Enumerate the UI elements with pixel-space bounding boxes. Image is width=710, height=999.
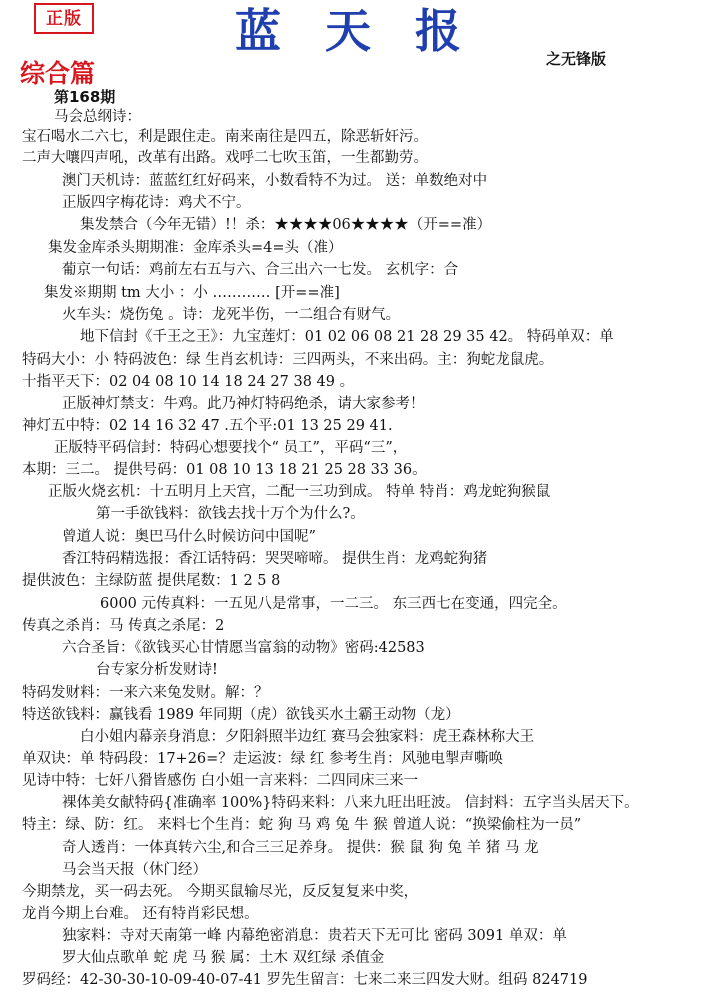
text-line: 马会当天报（休门经） (62, 862, 207, 878)
text-line: 提供波色：主绿防蓝 提供尾数：1 2 5 8 (22, 573, 281, 589)
text-line: 曾道人说：奥巴马什么时候访问中国呢” (62, 529, 316, 545)
edition-label: 之无锋版 (546, 50, 607, 68)
text-line: 本期：三二。 提供号码：01 08 10 13 18 21 25 28 33 36。 (22, 462, 427, 478)
text-line: 今期禁龙，买一码去死。 今期买鼠输尽光，反反复复来中奖， (22, 884, 419, 900)
text-line: 6000 元传真料：一五见八是常事，一二三。 东三西七在变通，四完全。 (100, 596, 567, 612)
section-heading: 综合篇 (20, 59, 96, 88)
text-line: 神灯五中特：02 14 16 32 47 .五个平:01 13 25 29 41. (22, 418, 393, 434)
text-line: 特主：绿、防：红。 来料七个生肖：蛇 狗 马 鸡 兔 牛 猴 曾道人说：“换梁偷柱为一员” (22, 817, 582, 833)
text-line: 传真之杀肖：马 传真之杀尾：2 (22, 618, 225, 634)
text-line: 见诗中特：七奸八猾皆感伤 白小姐一言来料：二四同床三来一 (22, 773, 419, 789)
text-line: 澳门天机诗：蓝蓝红红好码来，小数看特不为过。 送：单数绝对中 (62, 173, 488, 189)
text-line: 葡京一句话：鸡前左右五与六、合三出六一七发。 玄机字：合 (62, 262, 459, 278)
text-line: 宝石喝水二六七，利是跟住走。南来南往是四五，除恶斩奸污。 (22, 129, 428, 145)
text-line: 集发金库杀头期期准：金库杀头=4=头（准） (48, 240, 343, 256)
text-line: 奇人透肖：一体真转六尘,和合三三足养身。 提供：猴 鼠 狗 兔 羊 猪 马 龙 (62, 840, 539, 856)
text-line: 台专家分析发财诗! (96, 662, 218, 678)
text-line: 集发禁合（今年无错）!！杀：★★★★06★★★★（开==准） (80, 217, 492, 233)
text-line: 十指平天下：02 04 08 10 14 18 24 27 38 49 。 (22, 374, 355, 390)
text-line: 第一手欲钱料：欲钱去找十万个为什么?。 (96, 506, 365, 522)
text-line: 特码发财料：一来六来兔发财。解：？ (22, 685, 269, 701)
text-line: 二声大嚷四声吼，改革有出路。戏呼二七吹玉笛，一生都勤劳。 (22, 150, 428, 166)
text-line: 地下信封《千王之王》：九宝莲灯：01 02 06 08 21 28 29 35 42。 特码单双：单 (80, 329, 614, 345)
issue-number: 第168期 (54, 88, 116, 106)
text-line: 罗码经：42-30-30-10-09-40-07-41 罗先生留言：七来二来三四发大财。组码 824719 (22, 972, 588, 988)
text-line: 正版神灯禁支：牛鸡。此乃神灯特码绝杀，请大家参考！ (62, 396, 425, 412)
edition-stamp: 正版 (34, 3, 94, 34)
text-line: 正版四字梅花诗：鸡犬不宁。 (62, 195, 251, 211)
text-line: 马会总纲诗： (54, 109, 141, 125)
text-line: 龙肖今期上台难。 还有特肖彩民想。 (22, 906, 259, 922)
text-line: 裸体美女献特码{准确率 100%}特码来料：八来九旺出旺波。 信封料：五字当头居天下。 (62, 795, 639, 811)
text-line: 香江特码精选报：香江话特码：哭哭啼啼。 提供生肖：龙鸡蛇狗猪 (62, 551, 488, 567)
text-line: 特码大小：小 特码波色：绿 生肖玄机诗：三四两头，不来出码。主：狗蛇龙鼠虎。 (22, 352, 554, 368)
text-line: 独家料：寺对天南第一峰 内幕绝密消息：贵若天下无可比 密码 3091 单双：单 (62, 928, 567, 944)
newspaper-title: 蓝 天 报 (234, 4, 476, 58)
text-line: 罗大仙点歌单 蛇 虎 马 猴 属：土木 双红绿 杀值金 (62, 950, 385, 966)
text-line: 正版特平码信封：特码心想要找个“ 员工”，平码“三”， (54, 440, 408, 456)
text-line: 单双诀：单 特码段：17+26=？走运波：绿 红 参考生肖：风驰电掣声嘶唤 (22, 751, 504, 767)
text-line: 特送欲钱料：赢钱看 1989 年同期（虎）欲钱买水土霸王动物（龙） (22, 707, 460, 723)
text-line: 六合圣旨：《欲钱买心甘情愿当富翁的动物》密码:42583 (62, 640, 425, 656)
text-line: 正版火烧玄机：十五明月上天宫，二配一三功到成。 特单 特肖：鸡龙蛇狗猴鼠 (48, 484, 551, 500)
text-line: 集发※期期 tm 大小 ：小 ………… [开==准] (44, 285, 340, 301)
text-line: 火车头：烧伤兔 。诗：龙死半伤，一二组合有财气。 (62, 307, 401, 323)
text-line: 白小姐内幕亲身消息：夕阳斜照半边红 赛马会独家料：虎王森林称大王 (80, 729, 535, 745)
